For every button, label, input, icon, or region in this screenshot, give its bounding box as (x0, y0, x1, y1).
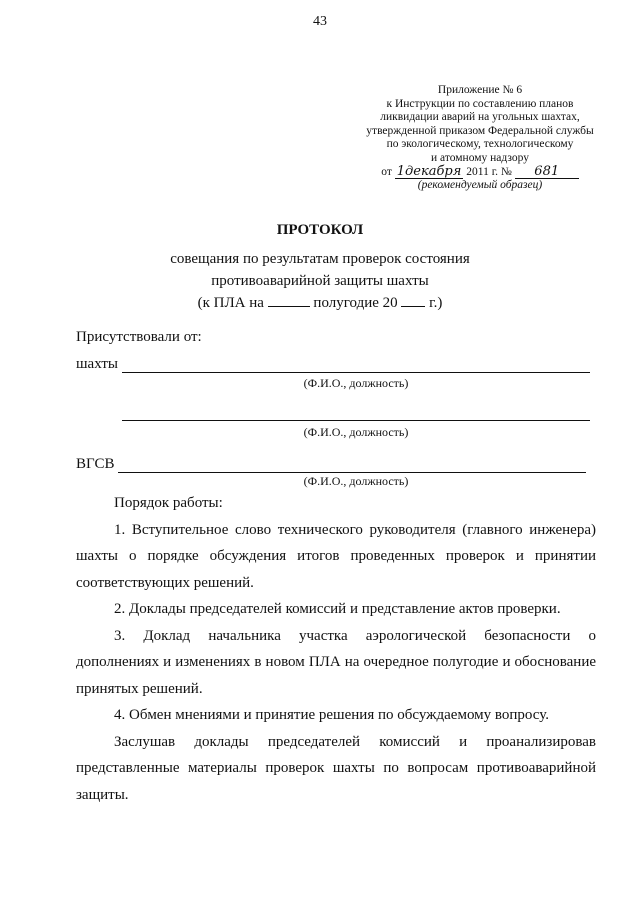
document-subtitle (0, 248, 640, 314)
appendix-line: по экологическому, технологическому (386, 138, 574, 151)
procedure-item-1: 1. Вступительное слово технического руководителя (главного инженера) шахты о порядке обсуждения итогов проведенных проверок и принятии соответствующих решений. (76, 521, 596, 591)
procedure-heading: Порядок работы: (114, 495, 223, 511)
appendix-line: и атомному надзору (431, 151, 529, 164)
mine-signature-line-2 (122, 420, 590, 421)
appendix-line: к Инструкции по составлению планов (386, 97, 574, 110)
present-label: Присутствовали от: (76, 329, 202, 345)
document-title: ПРОТОКОЛ (276, 222, 364, 238)
procedure-item-4: 4. Обмен мнениями и принятие решения по обсуждаемому вопросу. (114, 707, 549, 723)
subtitle-part-a: (к ПЛА на (197, 295, 264, 311)
handwritten-number: 681 (515, 166, 579, 179)
procedure-section (76, 490, 596, 808)
appendix-date-line (330, 163, 630, 180)
subtitle-line-3 (0, 292, 640, 314)
procedure-item-2: 2. Доклады председателей комиссий и представление актов проверки. (114, 601, 561, 617)
year-text: 2011 г. № (466, 165, 512, 178)
subtitle-line-2: противоаварийной защиты шахты (211, 273, 429, 289)
page-number: 43 (313, 14, 327, 29)
subtitle-part-c: г.) (429, 295, 443, 311)
vgsv-signature-line (118, 472, 586, 473)
recommended-sample-note: (рекомендуемый образец) (417, 179, 543, 192)
subtitle-part-b: полугодие 20 (313, 295, 398, 311)
appendix-line: ликвидации аварий на угольных шахтах, (380, 111, 580, 124)
appendix-block (330, 84, 630, 193)
appendix-line: Приложение № 6 (437, 84, 523, 96)
fio-caption: (Ф.И.О., должность) (303, 474, 409, 488)
subtitle-line-1: совещания по результатам проверок состояния (170, 251, 470, 267)
appendix-line: утвержденной приказом Федеральной службы (366, 124, 594, 137)
year-blank (401, 292, 425, 307)
date-prefix: от (381, 165, 392, 178)
handwritten-date: 1декабря (396, 163, 462, 179)
mine-signature-line (122, 372, 590, 373)
half-year-blank (268, 292, 310, 307)
fio-caption: (Ф.И.О., должность) (303, 425, 409, 439)
conclusion-paragraph: Заслушав доклады председателей комиссий и проанализировав представленные материалы проверок шахты по вопросам противоаварийной защиты. (76, 733, 596, 803)
vgsv-label: ВГСВ (76, 456, 115, 472)
procedure-item-3: 3. Доклад начальника участка аэрологической безопасности о дополнениях и изменениях в новом ПЛА на очередное полугодие и обоснование принятых решений. (76, 627, 596, 697)
fio-caption: (Ф.И.О., должность) (303, 376, 409, 390)
mine-label: шахты (76, 356, 118, 372)
